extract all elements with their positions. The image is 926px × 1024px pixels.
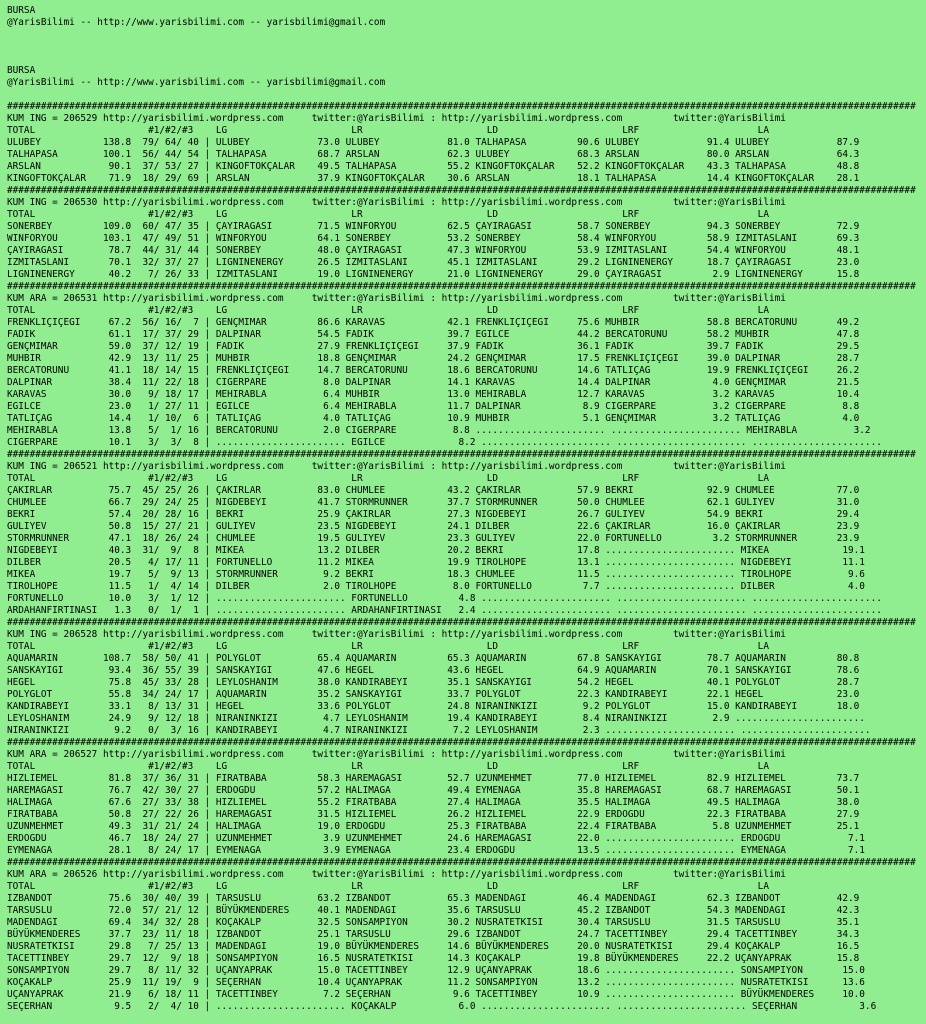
race-header-line: KUM ARA = 206526 http://yarisbilimi.wordpress.com twitter:@YarisBilimi : http://yarisbilimi.wordpress.com twitter:@YarisBilimi <box>7 869 786 880</box>
data-line: NIGDEBEYI 40.3 31/ 9/ 8 | MIKEA 13.2 DILBER 20.2 BEKRI 17.8 ....................... MIKEA 19.1 <box>7 545 865 556</box>
data-line: POLYGLOT 55.8 34/ 24/ 17 | AQUAMARIN 35.2 SANSKAYIGI 33.7 POLYGLOT 22.3 KANDIRABEYI 22.1 HEGEL 23.0 <box>7 689 860 700</box>
data-line: FIRATBABA 50.8 27/ 22/ 26 | HAREMAGASI 31.5 HIZLIEMEL 26.2 HIZLIEMEL 22.9 ERDOGDU 22.3 FIRATBABA 27.9 <box>7 809 860 820</box>
race-header-line: KUM ING = 206528 http://yarisbilimi.wordpress.com twitter:@YarisBilimi : http://yarisbilimi.wordpress.com twitter:@YarisBilimi <box>7 629 786 640</box>
data-line: HEGEL 75.8 45/ 33/ 28 | LEYLOSHANIM 38.0 KANDIRABEYI 35.1 SANSKAYIGI 54.2 HEGEL 40.1 POLYGLOT 28.7 <box>7 677 860 688</box>
data-line: BEKRI 57.4 20/ 28/ 16 | BEKRI 25.9 ÇAKIRLAR 27.3 NIGDEBEYI 26.7 GULIYEV 54.9 BEKRI 29.4 <box>7 509 860 520</box>
separator-line: ################################################################################################################################################################# <box>7 185 916 196</box>
race-header-line: KUM ARA = 206527 http://yarisbilimi.wordpress.com twitter:@YarisBilimi : http://yarisbilimi.wordpress.com twitter:@YarisBilimi <box>7 749 786 760</box>
header-line: @YarisBilimi -- http://www.yarisbilimi.com -- yarisbilimi@gmail.com <box>7 77 386 88</box>
data-line: NUSRATETKISI 29.8 7/ 25/ 13 | MADENDAGI 19.0 BÜYÜKMENDERES 14.6 BÜYÜKMENDERES 20.0 NUSRATETKISI 29.4 KOÇAKALP 16.5 <box>7 941 860 952</box>
data-line: KANDIRABEYI 33.1 8/ 13/ 31 | HEGEL 33.6 POLYGLOT 24.8 NIRANINKIZI 9.2 POLYGLOT 15.0 KANDIRABEYI 18.0 <box>7 701 860 712</box>
column-header-line: TOTAL #1/#2/#3 LG LR LD LRF LA <box>7 125 769 136</box>
data-line: ÇAYIRAGASI 78.7 44/ 31/ 44 | SONERBEY 48.0 ÇAYIRAGASI 47.3 WINFORYOU 53.9 IZMITASLANI 54.4 WINFORYOU 48.1 <box>7 245 860 256</box>
data-line: IZMITASLANI 70.1 32/ 37/ 27 | LIGNINENERGY 26.5 IZMITASLANI 45.1 IZMITASLANI 29.2 LIGNINENERGY 18.7 ÇAYIRAGASI 23.0 <box>7 257 860 268</box>
data-line: GULIYEV 50.8 15/ 27/ 21 | GULIYEV 23.5 NIGDEBEYI 24.1 DILBER 22.6 ÇAKIRLAR 16.0 ÇAKIRLAR 23.9 <box>7 521 860 532</box>
data-line: DALPINAR 38.4 11/ 22/ 18 | CIGERPARE 8.0 DALPINAR 14.1 KARAVAS 14.4 DALPINAR 4.0 GENÇMIMAR 21.5 <box>7 377 860 388</box>
data-line: ÇAKIRLAR 75.7 45/ 25/ 26 | ÇAKIRLAR 83.0 CHUMLEE 43.2 ÇAKIRLAR 57.9 BEKRI 92.9 CHUMLEE 77.0 <box>7 485 860 496</box>
data-line: HAREMAGASI 76.7 42/ 30/ 27 | ERDOGDU 57.2 HALIMAGA 49.4 EYMENAGA 35.8 HAREMAGASI 68.7 HAREMAGASI 50.1 <box>7 785 860 796</box>
header-line: @YarisBilimi -- http://www.yarisbilimi.com -- yarisbilimi@gmail.com <box>7 17 386 28</box>
data-line: ARDAHANFIRTINASI 1.3 0/ 1/ 1 | ....................... ARDAHANFIRTINASI 2.4 ....................... ....................... ....................... <box>7 605 882 616</box>
data-line: SONERBEY 109.0 60/ 47/ 35 | ÇAYIRAGASI 71.5 WINFORYOU 62.5 ÇAYIRAGASI 58.7 SONERBEY 94.3 SONERBEY 72.9 <box>7 221 860 232</box>
column-header-line: TOTAL #1/#2/#3 LG LR LD LRF LA <box>7 209 769 220</box>
data-line: KINGOFTOKÇALAR 71.9 18/ 29/ 69 | ARSLAN 37.9 KINGOFTOKÇALAR 30.6 ARSLAN 18.1 TALHAPASA 14.4 KINGOFTOKÇALAR 28.1 <box>7 173 860 184</box>
blank-line <box>7 41 926 53</box>
data-line: GENÇMIMAR 59.0 37/ 12/ 19 | FADIK 27.9 FRENKLIÇIÇEGI 37.9 FADIK 36.1 FADIK 39.7 FADIK 29.5 <box>7 341 860 352</box>
race-header-line: KUM ING = 206530 http://yarisbilimi.wordpress.com twitter:@YarisBilimi : http://yarisbilimi.wordpress.com twitter:@YarisBilimi <box>7 197 786 208</box>
data-line: MADENDAGI 69.4 34/ 32/ 28 | KOÇAKALP 32.5 SONSAMPIYON 30.2 NUSRATETKISI 30.4 TARSUSLU 31.5 TARSUSLU 35.1 <box>7 917 860 928</box>
data-line: WINFORYOU 103.1 47/ 49/ 51 | WINFORYOU 64.1 SONERBEY 53.2 SONERBEY 58.4 WINFORYOU 58.9 IZMITASLANI 69.3 <box>7 233 860 244</box>
data-line: FORTUNELLO 10.0 3/ 1/ 12 | ....................... FORTUNELLO 4.8 ....................... ....................... ....................... <box>7 593 882 604</box>
separator-line: ################################################################################################################################################################# <box>7 449 916 460</box>
data-line: KOÇAKALP 25.9 11/ 19/ 9 | SEÇERHAN 10.4 UÇANYAPRAK 11.2 SONSAMPIYON 13.2 ....................... NUSRATETKISI 13.6 <box>7 977 865 988</box>
data-line: BÜYÜKMENDERES 37.7 23/ 11/ 18 | IZBANDOT 25.1 TARSUSLU 29.6 IZBANDOT 24.7 TACETTINBEY 29.4 TACETTINBEY 34.3 <box>7 929 860 940</box>
separator-line: ################################################################################################################################################################# <box>7 857 916 868</box>
data-line: MUHBIR 42.9 13/ 11/ 25 | MUHBIR 18.8 GENÇMIMAR 24.2 GENÇMIMAR 17.5 FRENKLIÇIÇEGI 39.0 DALPINAR 28.7 <box>7 353 860 364</box>
data-line: FADIK 61.1 17/ 37/ 29 | DALPINAR 54.5 FADIK 39.7 EGILCE 44.2 BERCATORUNU 58.2 MUHBIR 47.8 <box>7 329 860 340</box>
data-line: EYMENAGA 28.1 8/ 24/ 17 | EYMENAGA 3.9 EYMENAGA 23.4 ERDOGDU 13.5 ....................... EYMENAGA 7.1 <box>7 845 865 856</box>
data-line: SEÇERHAN 9.5 2/ 4/ 10 | ....................... KOÇAKALP 6.0 ....................... ....................... SEÇERHAN 3.6 <box>7 1001 877 1012</box>
data-line: TIROLHOPE 11.5 1/ 4/ 14 | DILBER 2.0 TIROLHOPE 8.0 FORTUNELLO 7.7 ....................... DILBER 4.0 <box>7 581 865 592</box>
column-header-line: TOTAL #1/#2/#3 LG LR LD LRF LA <box>7 881 769 892</box>
data-line: SONSAMPIYON 29.7 8/ 11/ 32 | UÇANYAPRAK 15.0 TACETTINBEY 12.9 UÇANYAPRAK 18.6 ....................... SONSAMPIYON 15.0 <box>7 965 865 976</box>
blank-line <box>7 89 926 101</box>
data-line: MEHIRABLA 13.8 5/ 1/ 16 | BERCATORUNU 2.0 CIGERPARE 8.8 ....................... ....................... MEHIRABLA 3.2 <box>7 425 871 436</box>
race-header-line: KUM ING = 206521 http://yarisbilimi.wordpress.com twitter:@YarisBilimi : http://yarisbilimi.wordpress.com twitter:@YarisBilimi <box>7 461 786 472</box>
data-line: CIGERPARE 10.1 3/ 3/ 8 | ....................... EGILCE 8.2 ....................... ....................... ....................... <box>7 437 882 448</box>
race-header-line: KUM ING = 206529 http://yarisbilimi.wordpress.com twitter:@YarisBilimi : http://yarisbilimi.wordpress.com twitter:@YarisBilimi <box>7 113 786 124</box>
separator-line: ################################################################################################################################################################# <box>7 737 916 748</box>
data-line: TARSUSLU 72.0 57/ 21/ 12 | BÜYÜKMENDERES 40.1 MADENDAGI 35.6 TARSUSLU 45.2 IZBANDOT 54.3 MADENDAGI 42.3 <box>7 905 860 916</box>
data-line: NIRANINKIZI 9.2 0/ 3/ 16 | KANDIRABEYI 4.7 NIRANINKIZI 7.2 LEYLOSHANIM 2.3 ....................... ....................... <box>7 725 871 736</box>
data-line: IZBANDOT 75.6 30/ 40/ 39 | TARSUSLU 63.2 IZBANDOT 65.3 MADENDAGI 46.4 MADENDAGI 62.3 IZBANDOT 42.9 <box>7 893 860 904</box>
column-header-line: TOTAL #1/#2/#3 LG LR LD LRF LA <box>7 641 769 652</box>
data-line: FRENKLIÇIÇEGI 67.2 56/ 16/ 7 | GENÇMIMAR 86.6 KARAVAS 42.1 FRENKLIÇIÇEGI 75.6 MUHBIR 58.8 BERCATORUNU 49.2 <box>7 317 860 328</box>
data-line: SANSKAYIGI 93.4 36/ 55/ 39 | SANSKAYIGI 47.6 HEGEL 43.6 HEGEL 64.9 AQUAMARIN 70.1 SANSKAYIGI 78.6 <box>7 665 860 676</box>
data-line: LEYLOSHANIM 24.9 9/ 12/ 18 | NIRANINKIZI 4.7 LEYLOSHANIM 19.4 KANDIRABEYI 8.4 NIRANINKIZI 2.9 ....................... <box>7 713 865 724</box>
blank-line <box>7 53 926 65</box>
data-line: LIGNINENERGY 40.2 7/ 26/ 33 | IZMITASLANI 19.0 LIGNINENERGY 21.0 LIGNINENERGY 29.0 ÇAYIRAGASI 2.9 LIGNINENERGY 15.8 <box>7 269 860 280</box>
data-line: TATLIÇAG 14.4 1/ 10/ 6 | TATLIÇAG 4.0 TATLIÇAG 10.9 MUHBIR 5.1 GENÇMIMAR 3.2 TATLIÇAG 4.0 <box>7 413 860 424</box>
separator-line: ################################################################################################################################################################# <box>7 101 916 112</box>
header-line: BURSA <box>7 65 36 76</box>
data-line: MIKEA 19.7 5/ 9/ 13 | STORMRUNNER 9.2 BEKRI 18.3 CHUMLEE 11.5 ....................... TIROLHOPE 9.6 <box>7 569 865 580</box>
race-header-line: KUM ARA = 206531 http://yarisbilimi.wordpress.com twitter:@YarisBilimi : http://yarisbilimi.wordpress.com twitter:@YarisBilimi <box>7 293 786 304</box>
data-line: AQUAMARIN 108.7 58/ 50/ 41 | POLYGLOT 65.4 AQUAMARIN 65.3 AQUAMARIN 67.8 SANSKAYIGI 78.7 AQUAMARIN 80.8 <box>7 653 860 664</box>
separator-line: ################################################################################################################################################################# <box>7 281 916 292</box>
data-line: UÇANYAPRAK 21.9 6/ 18/ 11 | TACETTINBEY 7.2 SEÇERHAN 9.6 TACETTINBEY 10.9 ....................... BÜYÜKMENDERES 10.0 <box>7 989 865 1000</box>
data-line: TACETTINBEY 29.7 12/ 9/ 18 | SONSAMPIYON 16.5 NUSRATETKISI 14.3 KOÇAKALP 19.8 BÜYÜKMENDERES 22.2 UÇANYAPRAK 15.8 <box>7 953 860 964</box>
column-header-line: TOTAL #1/#2/#3 LG LR LD LRF LA <box>7 473 769 484</box>
column-header-line: TOTAL #1/#2/#3 LG LR LD LRF LA <box>7 761 769 772</box>
data-line: UZUNMEHMET 49.3 31/ 21/ 24 | HALIMAGA 19.0 ERDOGDU 25.3 FIRATBABA 22.4 FIRATBABA 5.8 UZUNMEHMET 25.1 <box>7 821 860 832</box>
data-line: CHUMLEE 66.7 29/ 24/ 25 | NIGDEBEYI 41.7 STORMRUNNER 37.7 STORMRUNNER 50.0 CHUMLEE 62.1 GULIYEV 31.0 <box>7 497 860 508</box>
data-line: ARSLAN 90.1 37/ 53/ 27 | KINGOFTOKÇALAR 49.5 TALHAPASA 55.2 KINGOFTOKÇALAR 52.2 KINGOFTOKÇALAR 43.3 TALHAPASA 48.8 <box>7 161 860 172</box>
data-line: KARAVAS 30.0 9/ 18/ 17 | MEHIRABLA 6.4 MUHBIR 13.0 MEHIRABLA 12.7 KARAVAS 3.2 KARAVAS 10.4 <box>7 389 860 400</box>
header-line: BURSA <box>7 5 36 16</box>
data-line: HALIMAGA 67.6 27/ 33/ 38 | HIZLIEMEL 55.2 FIRATBABA 27.4 HALIMAGA 35.5 HALIMAGA 49.5 HALIMAGA 38.0 <box>7 797 860 808</box>
data-line: TALHAPASA 100.1 56/ 44/ 54 | TALHAPASA 68.7 ARSLAN 62.3 ULUBEY 68.3 ARSLAN 80.0 ARSLAN 64.3 <box>7 149 860 160</box>
data-line: BERCATORUNU 41.1 18/ 14/ 15 | FRENKLIÇIÇEGI 14.7 BERCATORUNU 18.6 BERCATORUNU 14.6 TATLIÇAG 19.9 FRENKLIÇIÇEGI 26.2 <box>7 365 860 376</box>
data-line: ERDOGDU 46.7 18/ 24/ 27 | UZUNMEHMET 3.9 UZUNMEHMET 24.6 HAREMAGASI 22.0 ....................... ERDOGDU 7.1 <box>7 833 865 844</box>
data-line: STORMRUNNER 47.1 18/ 26/ 24 | CHUMLEE 19.5 GULIYEV 23.3 GULIYEV 22.0 FORTUNELLO 3.2 STORMRUNNER 23.9 <box>7 533 860 544</box>
data-line: DILBER 20.5 4/ 17/ 11 | FORTUNELLO 11.2 MIKEA 19.9 TIROLHOPE 13.1 ....................... NIGDEBEYI 11.1 <box>7 557 865 568</box>
data-line: ULUBEY 138.8 79/ 64/ 40 | ULUBEY 73.0 ULUBEY 81.0 TALHAPASA 90.6 ULUBEY 91.4 ULUBEY 87.9 <box>7 137 860 148</box>
blank-line <box>7 29 926 41</box>
data-line: HIZLIEMEL 81.8 37/ 36/ 31 | FIRATBABA 58.3 HAREMAGASI 52.7 UZUNMEHMET 77.0 HIZLIEMEL 82.9 HIZLIEMEL 73.7 <box>7 773 860 784</box>
separator-line: ################################################################################################################################################################# <box>7 617 916 628</box>
column-header-line: TOTAL #1/#2/#3 LG LR LD LRF LA <box>7 305 769 316</box>
data-line: EGILCE 23.0 1/ 27/ 11 | EGILCE 6.4 MEHIRABLA 11.7 DALPINAR 8.9 CIGERPARE 3.2 CIGERPARE 8.8 <box>7 401 860 412</box>
